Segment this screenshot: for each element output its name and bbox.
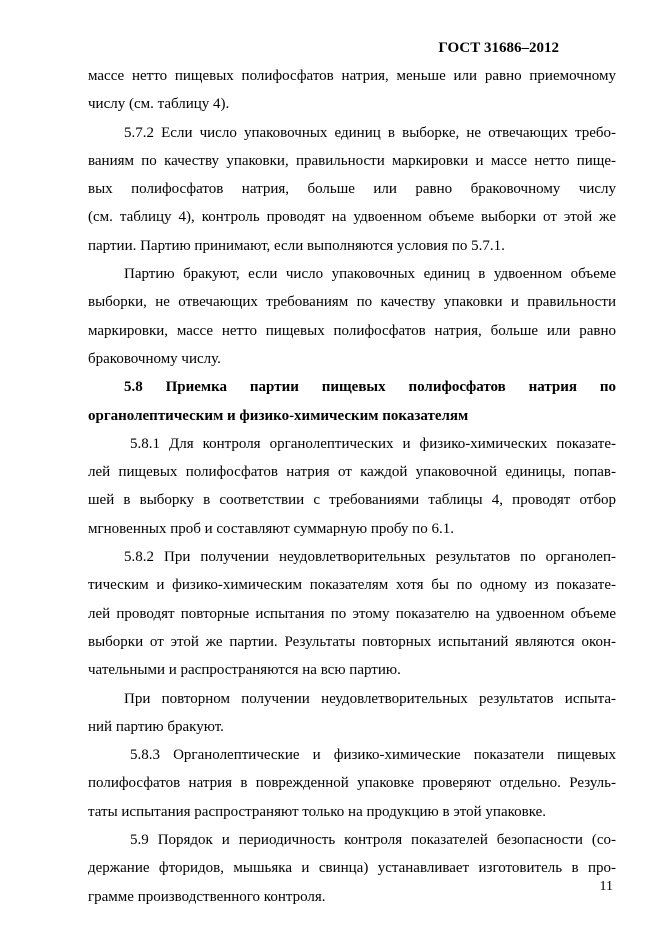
paragraph-start-5-7-2: 5.7.2 Если число упаковочных единиц в выборке, не отвечающих требо- (124, 124, 616, 141)
text-line: ваниям по качеству упаковки, правильности маркировки и массе нетто пище- (88, 152, 616, 169)
paragraph-start: Партию бракуют, если число упаковочных единиц в удвоенном объеме (124, 266, 616, 283)
section-heading-5-8: 5.8 Приемка партии пищевых полифосфатов натрия по (124, 379, 616, 396)
text-line: выборки от этой же партии. Результаты повторных испытаний являются окон- (88, 633, 616, 650)
text-line: шей в выборку в соответствии с требованиями таблицы 4, проводят отбор (88, 492, 616, 509)
text-line: лей проводят повторные испытания по этому показателю на удвоенном объеме (88, 605, 616, 622)
text-line: браковочному числу. (88, 350, 221, 367)
paragraph-start: При повторном получении неудовлетворительных результатов испыта- (124, 690, 616, 707)
text-line: (см. таблицу 4), контроль проводят на удвоенном объеме выборки от этой же (88, 209, 616, 226)
text-line: ний партию бракуют. (88, 718, 224, 735)
text-line: массе нетто пищевых полифосфатов натрия, меньше или равно приемочному (88, 68, 616, 84)
text-line: выборки, не отвечающих требованиям по качеству упаковки и правильности (88, 294, 616, 311)
text-line: полифосфатов натрия в поврежденной упаковке проверяют отдельно. Резуль- (88, 775, 616, 792)
standard-header: ГОСТ 31686–2012 (438, 40, 559, 56)
text-line: лей пищевых полифосфатов натрия от каждой упаковочной единицы, попав- (88, 464, 616, 481)
text-line: партии. Партию принимают, если выполняются условия по 5.7.1. (88, 237, 505, 254)
paragraph-start-5-9: 5.9 Порядок и периодичность контроля показателей безопасности (со- (130, 832, 616, 849)
section-heading-5-8-cont: органолептическим и физико-химическим показателям (88, 407, 469, 424)
paragraph-start-5-8-3: 5.8.3 Органолептические и физико-химические показатели пищевых (130, 747, 616, 764)
text-line: грамме производственного контроля. (88, 888, 326, 905)
text-line: держание фторидов, мышьяка и свинца) устанавливает изготовитель в про- (88, 860, 616, 877)
text-line: числу (см. таблицу 4). (88, 96, 230, 113)
text-line: чательными и распространяются на всю партию. (88, 662, 401, 679)
text-line: маркировки, массе нетто пищевых полифосфатов натрия, больше или равно (88, 322, 616, 339)
text-line: мгновенных проб и составляют суммарную пробу по 6.1. (88, 520, 454, 537)
text-line: таты испытания распространяют только на продукцию в этой упаковке. (88, 803, 547, 820)
paragraph-start-5-8-2: 5.8.2 При получении неудовлетворительных результатов по органолеп- (124, 549, 616, 566)
text-line: вых полифосфатов натрия, больше или равно браковочному числу (88, 181, 616, 198)
page-number: 11 (599, 879, 613, 894)
paragraph-start-5-8-1: 5.8.1 Для контроля органолептических и физико-химических показате- (130, 435, 616, 452)
text-line: тическим и физико-химическим показателям хотя бы по одному из показате- (88, 577, 616, 594)
body-text (88, 62, 616, 911)
